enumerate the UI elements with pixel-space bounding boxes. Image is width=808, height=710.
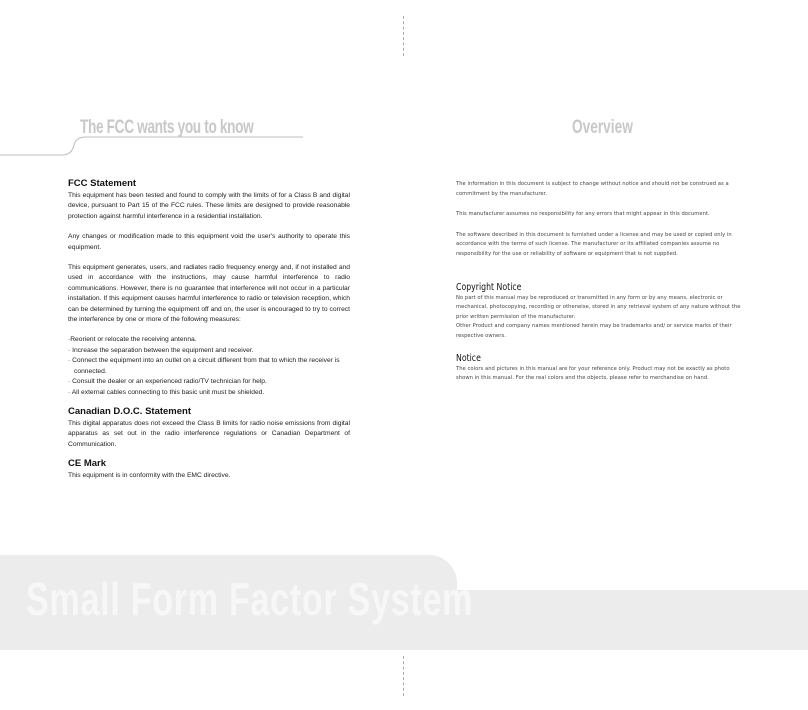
fcc-measure-item: ·Reorient or relocate the receiving antenna.	[68, 336, 197, 344]
ce-paragraph: This equipment is in conformity with the EMC directive.	[68, 472, 231, 480]
doc-paragraph: This digital apparatus does not exceed the Class B limits for radio noise emissions from digital apparatus as set out in the radio interference regulations or Canadian Department of Communication.	[68, 419, 350, 448]
copyright-notice-title: Copyright Notice	[456, 281, 522, 293]
fcc-paragraph-3: This equipment generates, users, and radiates radio frequency energy and, if not installed and used in accordance with the instructions, may cause harmful interference to radio communications. However, there is no guarantee that interference will not occur in a particular installation. If this equipment causes harmful interference to radio or television reception, which can be determined by turning the equipment off and on, the user is encouraged to try to correct the interference by one or more of the following measures:	[68, 264, 350, 324]
copyright-paragraph-1: No part of this manual may be reproduced or transmitted in any form or by any means, electronic or mechanical, photocopying, recording or otherwise, stored in any retrieval system of any nature without the prior written permission of the manufacturer.	[456, 294, 741, 320]
overview-paragraph-2: This manufacturer assumes no responsibility for any errors that might appear in this document.	[456, 211, 710, 218]
left-page-content	[68, 178, 350, 482]
footer-band-text: Small Form Factor System	[26, 573, 474, 625]
ce-mark-title: CE Mark	[68, 458, 107, 470]
right-page-content	[456, 180, 741, 384]
fcc-measure-item: · Increase the separation between the equipment and receiver.	[68, 346, 254, 354]
fcc-measure-item: · Consult the dealer or an experienced radio/TV technician for help.	[68, 378, 267, 386]
fold-mark-top	[403, 16, 404, 56]
fcc-statement-title: FCC Statement	[68, 178, 137, 189]
overview-paragraph-1: The information in this document is subject to change without notice and should not be construed as a commitment by the manufacturer.	[456, 181, 729, 197]
right-page-heading: Overview	[572, 117, 633, 138]
fold-mark-bottom	[403, 656, 404, 696]
fcc-paragraph-2: Any changes or modification made to this equipment void the user's authority to operate this equipment.	[68, 233, 350, 251]
notice-title: Notice	[456, 352, 481, 364]
overview-paragraph-3: The software described in this document is furnished under a license and may be used or copied only in accordance with the terms of such license. The manufacturer or its affiliated companies assume no responsibility for the use or reliability of software or equipment that is not supplied.	[456, 231, 732, 257]
fcc-measure-item: · Connect the equipment into an outlet on a circuit different from that to which the receiver is	[68, 357, 340, 365]
footer-band-right	[440, 590, 808, 650]
fcc-measure-item-continued: connected.	[74, 367, 107, 375]
left-page-heading: The FCC wants you to know	[80, 117, 254, 138]
copyright-paragraph-2: Other Product and company names mentioned herein may be trademarks and/ or service marks of their respective owners.	[456, 323, 732, 339]
doc-statement-title: Canadian D.O.C. Statement	[68, 405, 191, 417]
notice-paragraph: The colors and pictures in this manual are for your reference only. Product may not be exactly as photo shown in this manual. For the real colors and the objects, please refer to merchandise on hand.	[456, 365, 730, 382]
fcc-paragraph-1: This equipment has been tested and found to comply with the limits of for a Class B and digital device, pursuant to Part 15 of the FCC rules. These limits are designed to provide reasonable protection against harmful interference in a residential installation.	[68, 192, 350, 220]
fcc-measure-item: · All external cables connecting to this basic unit must be shielded.	[68, 388, 265, 396]
